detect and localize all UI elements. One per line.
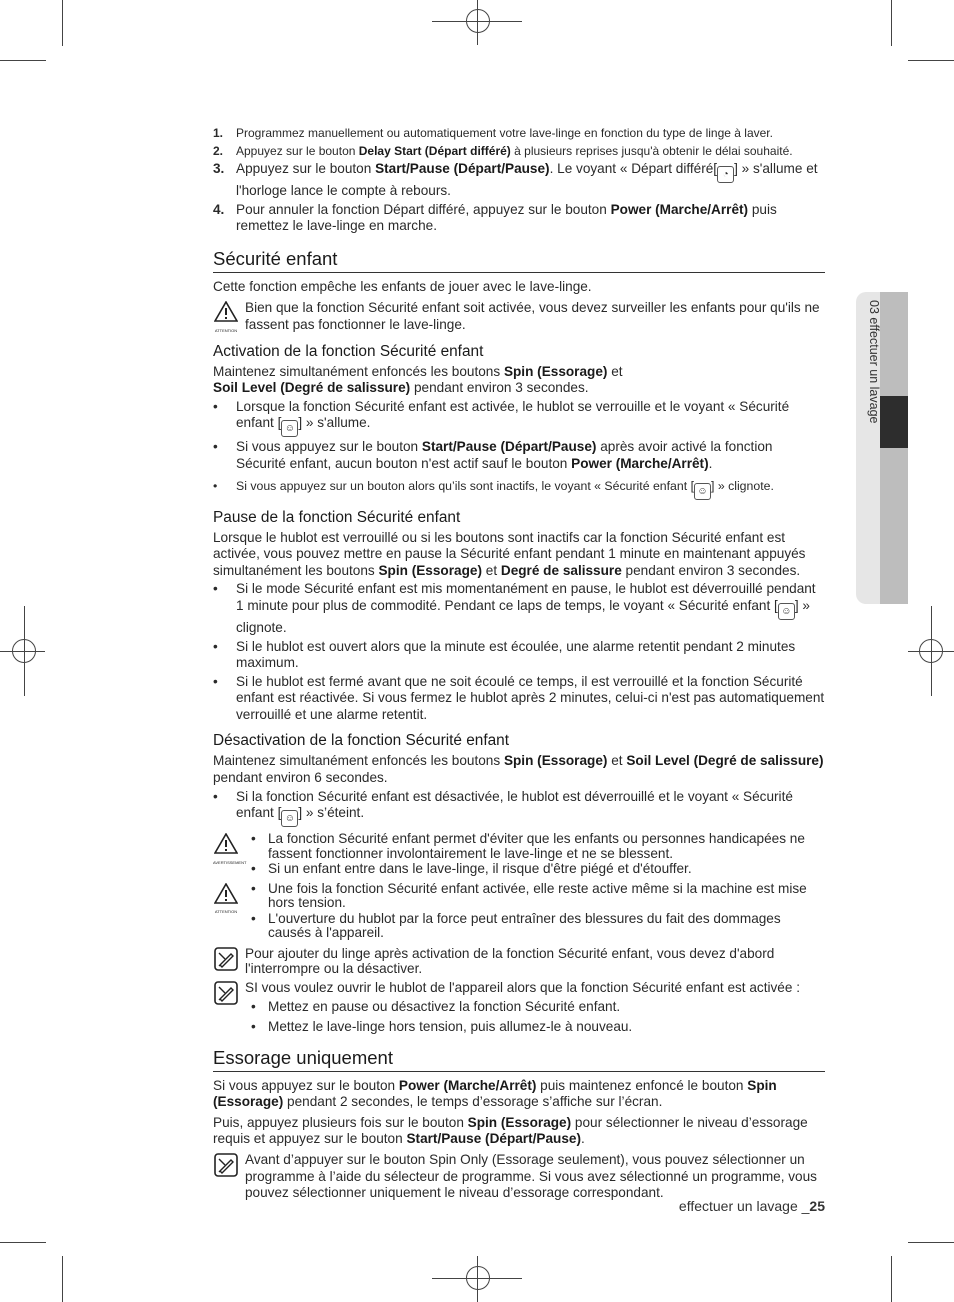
crop-mark — [0, 1242, 46, 1243]
list-item: • L'ouverture du hublot par la force peut entraîner des blessures du fait des dommages causés à l'appareil. — [251, 910, 781, 941]
list-item: • Si le hublot est ouvert alors que la minute est écoulée, une alarme retentit pendant 2 minutes maximum. — [213, 638, 796, 671]
crop-mark — [908, 1242, 954, 1243]
subsection-title-activation: Activation de la fonction Sécurité enfant — [213, 342, 484, 360]
bullet-icon: • — [251, 861, 256, 877]
activation-body: Maintenez simultanément enfoncés les boutons Spin (Essorage) et Soil Level (Degré de salissure) pendant environ 3 secondes. — [213, 363, 623, 396]
crop-mark — [62, 1256, 63, 1302]
child-lock-icon: ☺ — [778, 603, 795, 620]
caution-icon: ATTENTION — [213, 301, 239, 333]
crop-mark — [891, 1256, 892, 1302]
note2-text: SI vous voulez ouvrir le hublot de l'appareil alors que la fonction Sécurité enfant est activée : — [245, 979, 800, 995]
step-item — [213, 126, 825, 141]
list-item: • Si un enfant entre dans le lave-linge, il risque d'être piégé et d'étouffer. — [251, 861, 692, 877]
step-number: 2. — [213, 144, 224, 158]
list-item: • Si le hublot est fermé avant que ne soit écoulé ce temps, il est verrouillé et la fonction Sécurité enfant est réactivée. Si vous fermez le hublot après 2 minutes, celui-ci n'est pas automatiquement verrouillé et une alarme retentit. — [213, 673, 825, 722]
step-item — [213, 161, 825, 200]
list-item: • Si la fonction Sécurité enfant est désactivée, le hublot est déverrouillé et le voyant « Sécurité enfant [ ☺ ] » s’éteint. — [213, 789, 825, 828]
list-item: • Mettez en pause ou désactivez la fonction Sécurité enfant. — [251, 999, 621, 1015]
subsection-title-pause: Pause de la fonction Sécurité enfant — [213, 508, 461, 526]
steps-list — [213, 126, 825, 235]
warning-icon: AVERTISSEMENT — [213, 833, 239, 865]
crop-mark — [908, 60, 954, 61]
bullet-icon: • — [251, 910, 256, 926]
step-number: 4. — [213, 201, 225, 217]
pause-body: Lorsque le hublot est verrouillé ou si les boutons sont inactifs car la fonction Sécurité enfant est activée, vous pouvez mettre en pause la Sécurité enfant pendant 1 minute en maintenant appuyés simultanément les boutons Spin (Essorage) et Degré de salissure pendant environ 3 secondes. — [213, 529, 806, 578]
page-content — [213, 126, 825, 1202]
note1-text: Pour ajouter du linge après activation de la fonction Sécurité enfant, vous devez d'abord l'interrompre ou la désactiver. — [245, 945, 775, 976]
child-lock-icon: ☺ — [281, 810, 298, 827]
caution-note — [213, 300, 825, 333]
step-item — [213, 144, 825, 159]
list-item: • La fonction Sécurité enfant permet d'éviter que les enfants ou personnes handicapées ne fassent fonctionner involontairement le lave-linge et ne se blessent. — [251, 831, 805, 861]
footer-text: effectuer un lavage _ — [678, 1198, 810, 1214]
caution-icon: ATTENTION — [213, 883, 239, 915]
subsection-title-desactivation: Désactivation de la fonction Sécurité enfant — [213, 732, 510, 750]
page-footer — [679, 1198, 825, 1214]
note-icon — [213, 981, 239, 1010]
essorage-note-text: Avant d’appuyer sur le bouton Spin Only (Essorage seulement), vous pouvez sélectionner un programme à l’aide du sélecteur de programme. Si vous avez sélectionné un programme, vous pouvez sélectionner uniquement le niveau d’essorage correspondant. — [245, 1151, 817, 1201]
section-title-securite: Sécurité enfant — [213, 248, 825, 273]
info-note-3 — [213, 1152, 825, 1202]
step-number: 1. — [213, 126, 224, 140]
page-number: 25 — [809, 1198, 825, 1214]
bullet-icon: • — [251, 831, 256, 847]
bullet-icon: • — [251, 999, 256, 1015]
pause-bullets — [213, 581, 825, 723]
chapter-tab-label: 03 effectuer un lavage — [867, 300, 881, 424]
securite-intro: Cette fonction empêche les enfants de jouer avec le lave-linge. — [213, 278, 592, 294]
child-lock-icon: ☺ — [281, 420, 298, 437]
caution-note-2 — [213, 882, 825, 941]
step-text: Pour annuler la fonction Départ différé, appuyez sur le bouton Power (Marche/Arrêt) puis remettez le lave-linge en marche. — [236, 201, 777, 234]
section-title-essorage: Essorage uniquement — [213, 1047, 825, 1072]
bullet-icon: • — [213, 398, 218, 414]
essorage-paragraph-1: Si vous appuyez sur le bouton Power (Marche/Arrêt) puis maintenez enfoncé le bouton Spin (Essorage) pendant 2 secondes, le temps d’essorage s’affiche sur l’écran. — [213, 1077, 777, 1110]
step-text: Appuyez sur le bouton Start/Pause (Départ/Pause). Le voyant « Départ différé[ ◔ ] » s'allume et l'horloge lance le compte à rebours. — [236, 161, 818, 198]
delay-start-icon: ◔ — [717, 166, 734, 183]
bullet-icon: • — [213, 638, 218, 654]
bullet-icon: • — [251, 880, 256, 896]
note-icon — [213, 1153, 239, 1182]
step-text: Appuyez sur le bouton Delay Start (Départ différé) à plusieurs reprises jusqu'à obtenir le délai souhaité. — [236, 144, 793, 158]
bullet-icon: • — [213, 478, 218, 493]
child-lock-icon: ☺ — [694, 483, 711, 500]
list-item: • Une fois la fonction Sécurité enfant activée, elle reste active même si la machine est mise hors tension. — [251, 880, 807, 911]
caution-text: Bien que la fonction Sécurité enfant soit activée, vous devez surveiller les enfants pour qu'ils ne fassent pas fonctionner le lave-linge. — [245, 300, 820, 332]
bullet-icon: • — [213, 581, 218, 597]
essorage-paragraph-2: Puis, appuyez plusieurs fois sur le bouton Spin (Essorage) pour sélectionner le niveau d’essorage requis et appuyez sur le bouton Start/Pause (Départ/Pause). — [213, 1114, 808, 1147]
step-number: 3. — [213, 161, 225, 176]
desactivation-body: Maintenez simultanément enfoncés les boutons Spin (Essorage) et Soil Level (Degré de salissure) pendant environ 6 secondes. — [213, 753, 824, 786]
bullet-icon: • — [213, 673, 218, 689]
warning-note — [213, 832, 825, 877]
bullet-icon: • — [251, 1018, 256, 1034]
crop-mark — [0, 60, 46, 61]
list-item: • Mettez le lave-linge hors tension, puis allumez-le à nouveau. — [251, 1018, 633, 1034]
list-item: • Si vous appuyez sur un bouton alors qu’ils sont inactifs, le voyant « Sécurité enfant [ ☺ ] » clignote. — [213, 478, 825, 500]
desactivation-bullets — [213, 789, 825, 828]
step-text: Programmez manuellement ou automatiquement votre lave-linge en fonction du type de linge à laver. — [236, 126, 773, 140]
note-icon — [213, 947, 239, 976]
list-item: • Lorsque la fonction Sécurité enfant est activée, le hublot se verrouille et le voyant « Sécurité enfant [ ☺ ] » s'allume. — [213, 399, 825, 438]
crop-mark — [891, 0, 892, 46]
step-item — [213, 202, 825, 235]
chapter-tab-marker — [880, 396, 908, 448]
list-item: • Si vous appuyez sur le bouton Start/Pause (Départ/Pause) après avoir activé la fonction Sécurité enfant, aucun bouton n'est actif sauf le bouton Power (Marche/Arrêt). — [213, 439, 773, 471]
bullet-icon: • — [213, 439, 218, 455]
activation-bullets — [213, 399, 825, 500]
chapter-tab-bar — [880, 292, 908, 604]
bullet-icon: • — [213, 788, 218, 804]
info-note-1 — [213, 946, 825, 976]
crop-mark — [62, 0, 63, 46]
info-note-2 — [213, 980, 825, 1036]
list-item: • Si le mode Sécurité enfant est mis momentanément en pause, le hublot est déverrouillé pendant 1 minute pour plus de commodité. Pendant ce laps de temps, le voyant « Sécurité enfant [ ☺ ] » clignote. — [213, 581, 816, 635]
